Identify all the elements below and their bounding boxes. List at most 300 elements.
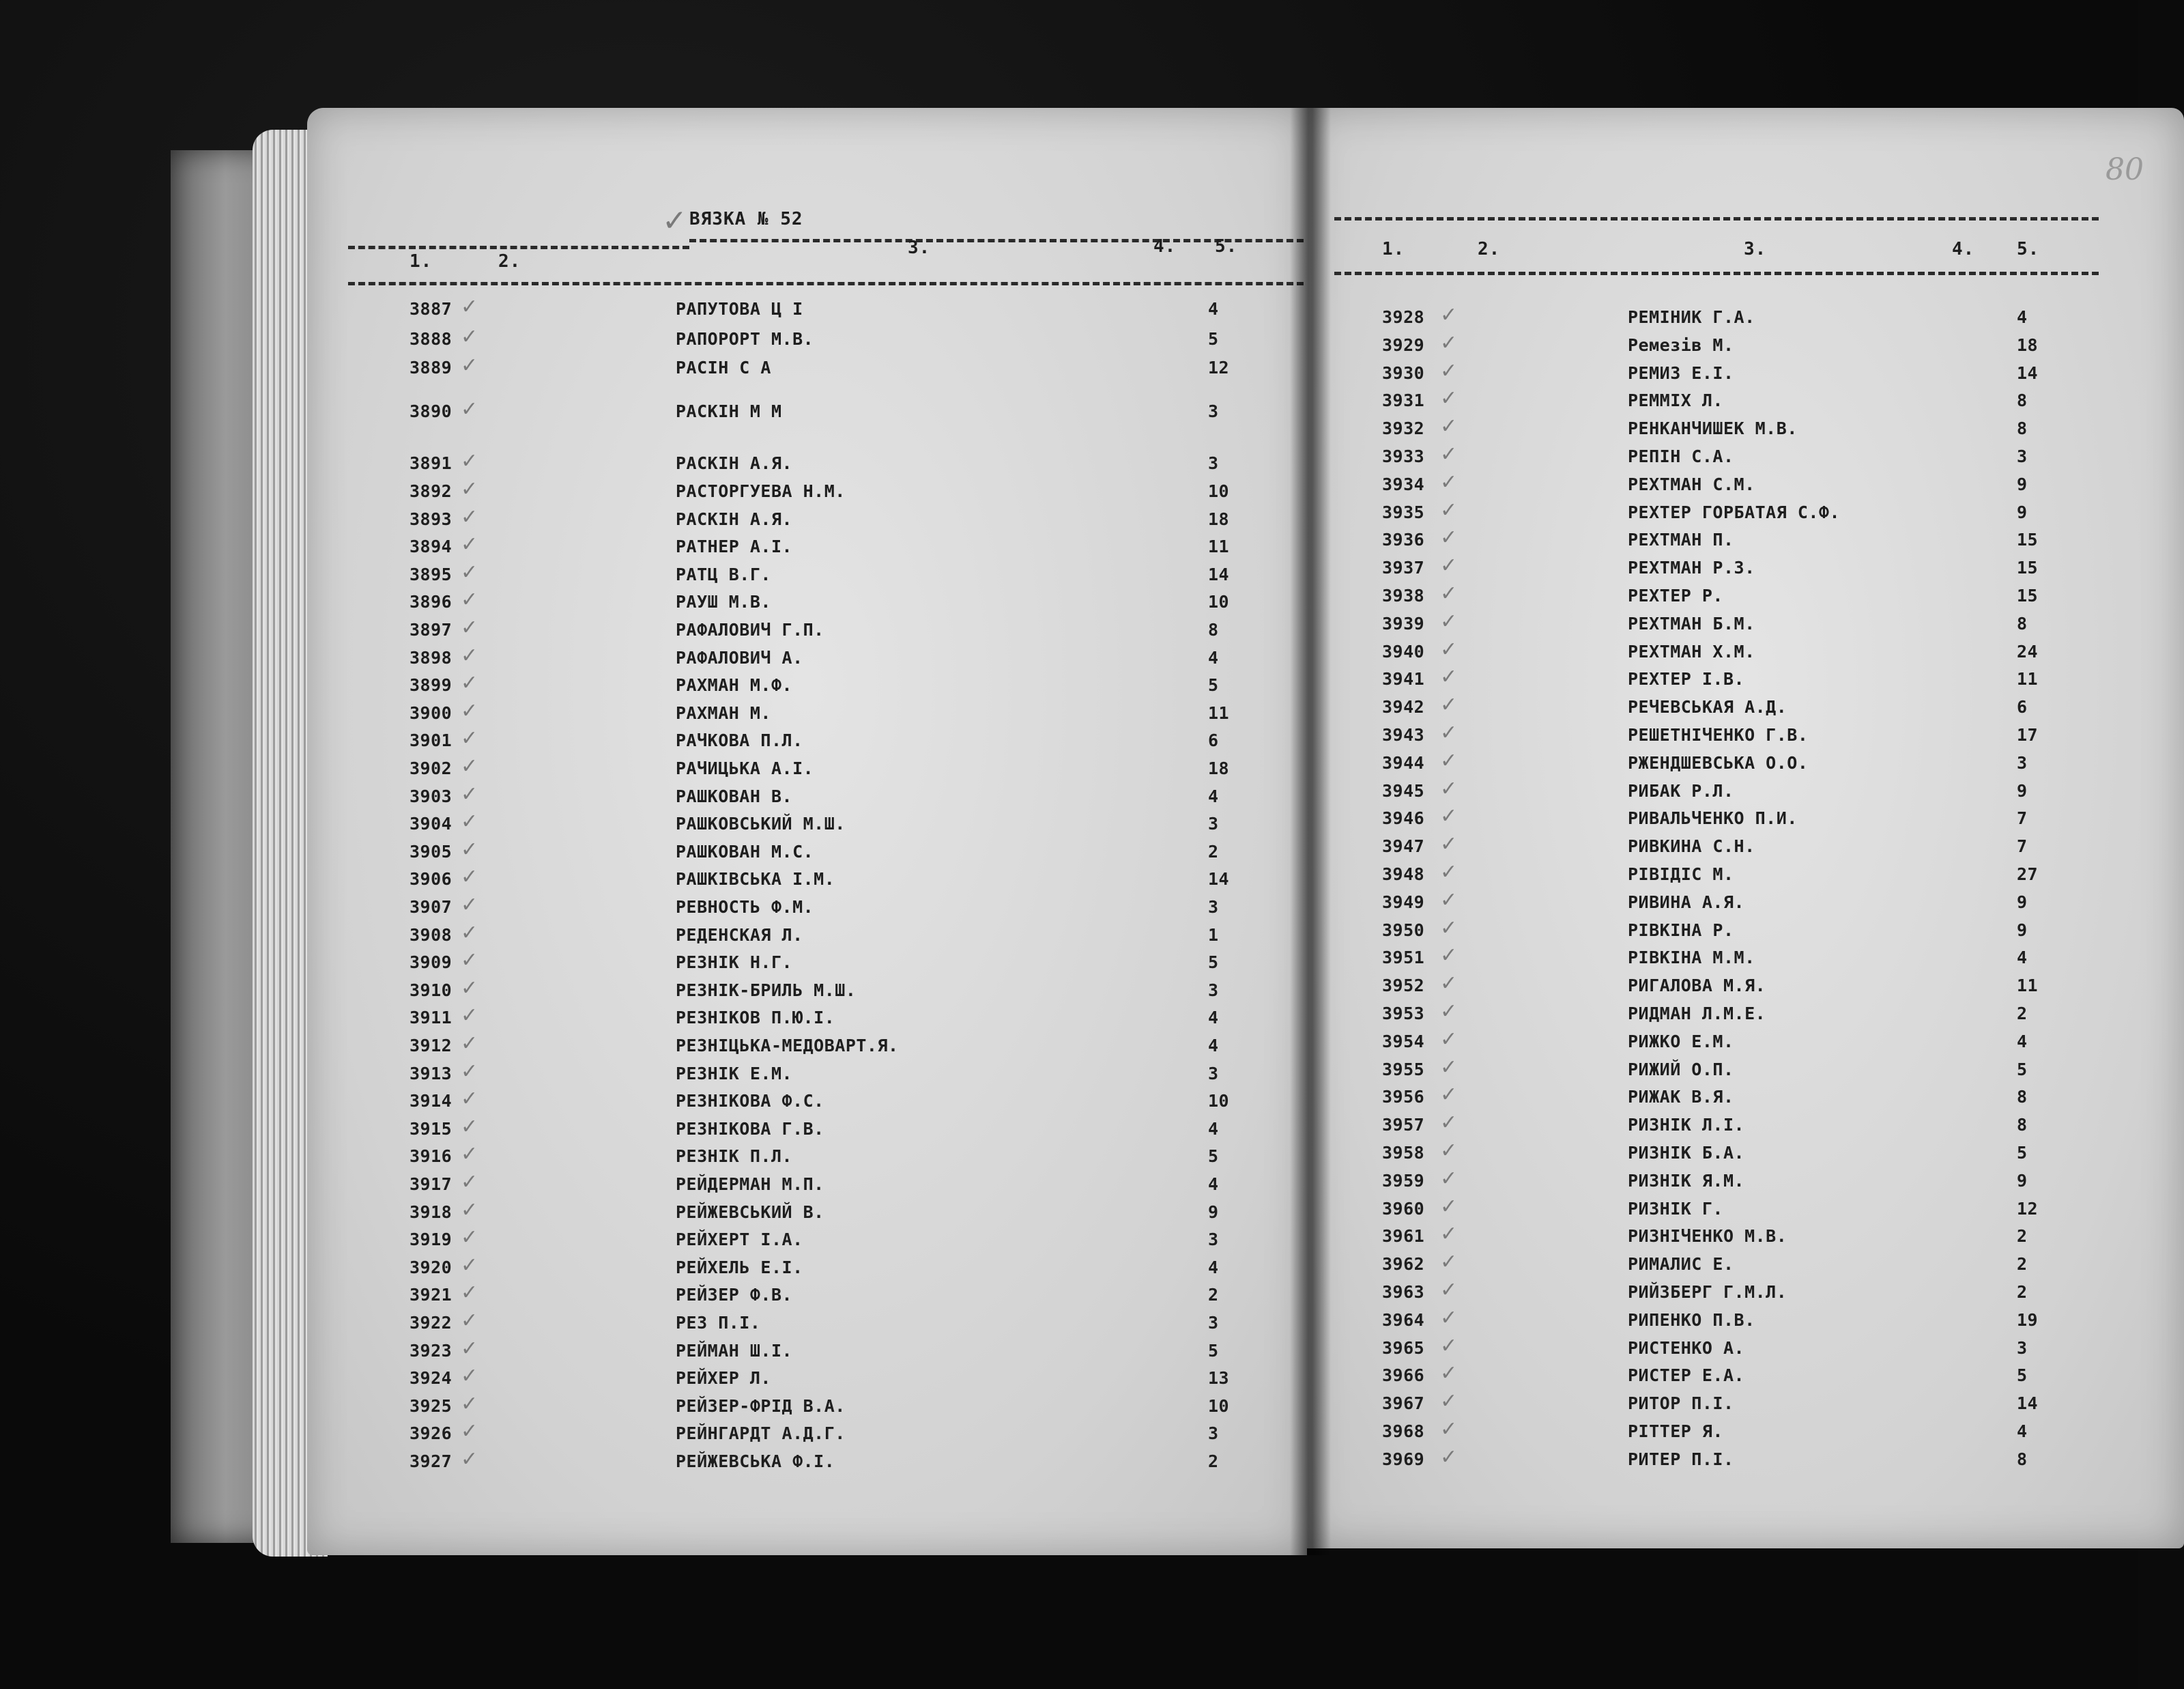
entry-number: 3944	[1382, 752, 1425, 773]
entry-name: РИЗНІЧЕНКО М.В.	[1628, 1226, 1787, 1247]
entry-name: РАСІН С А	[676, 358, 771, 378]
entry-count: 27	[2017, 864, 2039, 884]
entry-name: РЕХТМАН Б.М.	[1628, 613, 1755, 634]
check-mark-icon: ✓	[1440, 832, 1458, 857]
open-ledger-book	[171, 102, 2144, 1557]
entry-name: РАШКІВСЬКА І.М.	[676, 869, 835, 890]
entry-name: РИВАЛЬЧЕНКО П.И.	[1628, 808, 1798, 829]
entry-number: 3939	[1382, 613, 1425, 634]
entry-name: РИТОР П.І.	[1628, 1393, 1734, 1414]
entry-name: РЖЕНДШЕВСЬКА О.О.	[1628, 752, 1809, 773]
check-mark-icon: ✓	[461, 1364, 478, 1389]
entry-name: РАСКІН М М	[676, 401, 782, 421]
check-mark-icon: ✓	[461, 1391, 478, 1416]
entry-count: 14	[2017, 1393, 2039, 1414]
check-mark-icon: ✓	[461, 1309, 478, 1333]
check-mark-icon: ✓	[461, 643, 478, 668]
check-mark-icon: ✓	[1440, 693, 1458, 718]
entry-count: 3	[1208, 980, 1219, 1000]
check-mark-icon: ✓	[461, 920, 478, 945]
entry-name: РЕМІНИК Г.А.	[1628, 307, 1755, 327]
entry-count: 2	[2017, 1226, 2028, 1247]
entry-count: 4	[1208, 786, 1219, 806]
entry-count: 8	[2017, 418, 2028, 439]
entry-name: РЕЗНІКОВА Ф.С.	[676, 1091, 824, 1111]
entry-number: 3968	[1382, 1421, 1425, 1441]
entry-count: 6	[2017, 697, 2028, 718]
entry-name: РИЗНІК Я.М.	[1628, 1170, 1745, 1191]
entry-number: 3950	[1382, 920, 1425, 940]
entry-name: РАФАЛОВИЧ Г.П.	[676, 620, 824, 640]
check-mark-icon: ✓	[1440, 554, 1458, 578]
entry-name: РЕЗНІК П.Л.	[676, 1146, 793, 1167]
entry-name: РАШКОВАН В.	[676, 786, 793, 806]
check-mark-icon: ✓	[461, 477, 478, 501]
header-rule-top	[1334, 217, 2099, 221]
entry-number: 3955	[1382, 1059, 1425, 1079]
header-rule-bottom	[348, 282, 1304, 285]
entry-number: 3938	[1382, 586, 1425, 606]
entry-count: 3	[1208, 1230, 1219, 1250]
entry-count: 8	[2017, 391, 2028, 411]
check-mark-icon: ✓	[1440, 637, 1458, 662]
entry-number: 3896	[410, 592, 452, 612]
check-mark-icon: ✓	[461, 698, 478, 723]
check-mark-icon: ✓	[461, 810, 478, 834]
entry-count: 3	[2017, 752, 2028, 773]
entry-name: РИВКИНА С.Н.	[1628, 836, 1755, 857]
entry-count: 4	[1208, 1257, 1219, 1277]
entry-number: 3959	[1382, 1170, 1425, 1191]
entry-number: 3916	[410, 1146, 452, 1167]
check-mark-icon: ✓	[1440, 1055, 1458, 1079]
entry-number: 3935	[1382, 502, 1425, 522]
entry-number: 3962	[1382, 1254, 1425, 1275]
entry-number: 3909	[410, 952, 452, 973]
entry-count: 15	[2017, 558, 2039, 578]
entry-count: 14	[1208, 869, 1230, 890]
entry-count: 4	[2017, 1421, 2028, 1441]
entry-name: РІТТЕР Я.	[1628, 1421, 1723, 1441]
entry-number: 3929	[1382, 335, 1425, 355]
check-mark-icon: ✓	[1440, 442, 1458, 466]
entry-number: 3921	[410, 1285, 452, 1305]
entry-name: РИЙЗБЕРГ Г.М.Л.	[1628, 1282, 1787, 1302]
check-mark-icon: ✓	[461, 560, 478, 584]
entry-number: 3901	[410, 730, 452, 751]
entry-number: 3930	[1382, 363, 1425, 383]
check-mark-icon: ✓	[1440, 916, 1458, 940]
check-mark-icon: ✓	[461, 1225, 478, 1250]
entry-number: 3933	[1382, 446, 1425, 466]
entry-number: 3907	[410, 897, 452, 917]
check-mark-icon: ✓	[1440, 804, 1458, 829]
entry-count: 13	[1208, 1368, 1230, 1389]
check-mark-icon: ✓	[461, 588, 478, 612]
entry-count: 14	[2017, 363, 2039, 383]
check-mark-icon: ✓	[1440, 665, 1458, 690]
entry-number: 3893	[410, 509, 452, 529]
entry-name: РІВІДІС М.	[1628, 864, 1734, 884]
check-mark-icon: ✓	[461, 671, 478, 696]
check-mark-icon: ✓	[1440, 1139, 1458, 1163]
check-mark-icon: ✓	[461, 449, 478, 474]
entry-name: РЕЙХЕР Л.	[676, 1368, 771, 1389]
entry-count: 3	[1208, 1313, 1219, 1333]
entry-count: 14	[1208, 564, 1230, 584]
entry-number: 3960	[1382, 1198, 1425, 1219]
entry-count: 11	[2017, 669, 2039, 690]
entry-count: 10	[1208, 1395, 1230, 1416]
entry-count: 4	[2017, 1031, 2028, 1051]
check-mark-icon: ✓	[1440, 1222, 1458, 1247]
entry-number: 3957	[1382, 1115, 1425, 1135]
entry-count: 8	[2017, 613, 2028, 634]
entry-number: 3889	[410, 358, 452, 378]
entry-name: РЕМИЗ Е.І.	[1628, 363, 1734, 383]
check-mark-icon: ✓	[1440, 1111, 1458, 1135]
entry-count: 9	[2017, 920, 2028, 940]
entry-name: Ремезів М.	[1628, 335, 1734, 355]
entry-name: РЕЗНІК Н.Г.	[676, 952, 793, 973]
entry-count: 11	[1208, 702, 1230, 723]
entry-number: 3891	[410, 453, 452, 474]
check-mark-icon: ✓	[461, 324, 478, 349]
entry-count: 5	[1208, 1340, 1219, 1361]
entry-number: 3958	[1382, 1143, 1425, 1163]
check-mark-icon: ✓	[461, 837, 478, 862]
entry-name: РАЧКОВА П.Л.	[676, 730, 803, 751]
entry-count: 5	[1208, 328, 1219, 349]
column-header-3: 3.	[908, 238, 931, 258]
entry-name: РАТНЕР А.І.	[676, 537, 793, 557]
entry-count: 2	[2017, 1254, 2028, 1275]
entry-count: 9	[2017, 780, 2028, 801]
check-mark-icon: ✓	[1440, 414, 1458, 439]
entry-name: РЕПІН С.А.	[1628, 446, 1734, 466]
entry-number: 3925	[410, 1395, 452, 1416]
entry-name: РЕХТМАН Х.М.	[1628, 641, 1755, 662]
entry-count: 19	[2017, 1309, 2039, 1330]
check-mark-icon: ✓	[461, 1142, 478, 1167]
entry-number: 3890	[410, 401, 452, 421]
entry-number: 3963	[1382, 1282, 1425, 1302]
entry-number: 3902	[410, 758, 452, 778]
entry-name: РЕЙХЕРТ І.А.	[676, 1230, 803, 1250]
entry-number: 3904	[410, 814, 452, 834]
check-mark-icon: ✓	[461, 1281, 478, 1305]
entry-count: 3	[1208, 897, 1219, 917]
check-mark-icon: ✓	[1440, 1194, 1458, 1219]
entry-number: 3900	[410, 702, 452, 723]
check-mark-icon: ✓	[1440, 1278, 1458, 1302]
entry-number: 3887	[410, 299, 452, 319]
entry-name: РЕЙЗЕР Ф.В.	[676, 1285, 793, 1305]
entry-name: РАХМАН М.Ф.	[676, 675, 793, 696]
entry-name: РАФАЛОВИЧ А.	[676, 647, 803, 668]
entry-count: 4	[2017, 948, 2028, 968]
entry-name: РІВКІНА Р.	[1628, 920, 1734, 940]
entry-name: РЕХТМАН С.М.	[1628, 474, 1755, 494]
check-mark-icon: ✓	[461, 1197, 478, 1222]
entry-count: 7	[2017, 836, 2028, 857]
entry-count: 10	[1208, 592, 1230, 612]
check-mark-icon: ✓	[461, 354, 478, 378]
entry-count: 8	[2017, 1087, 2028, 1107]
check-mark-icon: ✓	[1440, 971, 1458, 996]
check-mark-icon: ✓	[1440, 526, 1458, 550]
entry-name: РЕЗНІК-БРИЛЬ М.Ш.	[676, 980, 857, 1000]
entry-name: РИЗНІК Г.	[1628, 1198, 1723, 1219]
check-mark-icon: ✓	[461, 1336, 478, 1361]
entry-count: 2	[1208, 841, 1219, 862]
entry-number: 3923	[410, 1340, 452, 1361]
check-mark-icon: ✓	[1440, 999, 1458, 1023]
check-mark-icon: ✓	[461, 1114, 478, 1139]
header-rule-bottom	[1334, 272, 2099, 275]
check-mark-icon: ✓	[1440, 721, 1458, 745]
entry-count: 5	[2017, 1059, 2028, 1079]
entry-name: РИЖАК В.Я.	[1628, 1087, 1734, 1107]
column-header-1: 1.	[1382, 239, 1405, 259]
entry-count: 7	[2017, 808, 2028, 829]
check-mark-icon: ✓	[461, 1170, 478, 1194]
entry-name: РИТЕР П.І.	[1628, 1449, 1734, 1469]
column-header-1: 1.	[410, 251, 433, 272]
entry-name: РИБАК Р.Л.	[1628, 780, 1734, 801]
check-mark-icon: ✓	[461, 948, 478, 973]
check-mark-icon: ✓	[1440, 1361, 1458, 1386]
entry-number: 3953	[1382, 1004, 1425, 1023]
entry-number: 3932	[1382, 418, 1425, 439]
entry-name: РЕЙЖЕВСЬКИЙ В.	[676, 1202, 824, 1222]
entry-count: 10	[1208, 1091, 1230, 1111]
column-header-4: 4.	[1153, 236, 1177, 257]
entry-name: РАПУТОВА Ц І	[676, 299, 803, 319]
entry-count: 1	[1208, 924, 1219, 945]
entry-number: 3905	[410, 841, 452, 862]
entry-name: РЕДЕНСКАЯ Л.	[676, 924, 803, 945]
entry-number: 3898	[410, 647, 452, 668]
entry-count: 3	[1208, 1423, 1219, 1444]
entry-name: РАСКІН А.Я.	[676, 453, 793, 474]
entry-name: РЕЗ П.І.	[676, 1313, 761, 1333]
entry-name: РИСТЕР Е.А.	[1628, 1365, 1745, 1386]
entry-count: 3	[2017, 1337, 2028, 1358]
check-mark-icon: ✓	[1440, 609, 1458, 634]
page-number: 80	[2106, 152, 2144, 187]
entry-number: 3943	[1382, 725, 1425, 745]
entry-count: 4	[1208, 1036, 1219, 1055]
entry-number: 3888	[410, 328, 452, 349]
entry-count: 24	[2017, 641, 2039, 662]
header-rule-top-2	[348, 246, 689, 249]
entry-name: РИДМАН Л.М.Е.	[1628, 1004, 1766, 1023]
entry-count: 4	[1208, 1008, 1219, 1028]
check-mark-icon: ✓	[461, 1087, 478, 1111]
entry-name: РИЗНІК Л.І.	[1628, 1115, 1745, 1135]
check-mark-icon: ✓	[461, 505, 478, 529]
entry-number: 3936	[1382, 530, 1425, 550]
entry-number: 3918	[410, 1202, 452, 1222]
entry-name: РАХМАН М.	[676, 702, 771, 723]
entry-count: 9	[2017, 474, 2028, 494]
entry-count: 8	[2017, 1449, 2028, 1469]
column-header-2: 2.	[1478, 239, 1501, 259]
entry-name: РИПЕНКО П.В.	[1628, 1309, 1755, 1330]
entry-name: РЕХТЕР ГОРБАТАЯ С.Ф.	[1628, 502, 1841, 522]
check-mark-icon: ✓	[461, 533, 478, 557]
entry-number: 3948	[1382, 864, 1425, 884]
entry-number: 3964	[1382, 1309, 1425, 1330]
entry-number: 3954	[1382, 1031, 1425, 1051]
check-mark-icon: ✓	[1440, 582, 1458, 606]
entry-number: 3947	[1382, 836, 1425, 857]
entry-number: 3897	[410, 620, 452, 640]
entry-number: 3906	[410, 869, 452, 890]
entry-name: РАСТОРГУЕВА Н.М.	[676, 481, 846, 501]
entry-number: 3912	[410, 1036, 452, 1055]
entry-name: РАУШ М.В.	[676, 592, 771, 612]
entry-count: 5	[1208, 952, 1219, 973]
entry-name: РІВКІНА М.М.	[1628, 948, 1755, 968]
check-mark-icon: ✓	[1440, 470, 1458, 494]
check-mark-icon: ✓	[662, 203, 687, 238]
check-mark-icon: ✓	[461, 397, 478, 421]
check-mark-icon: ✓	[461, 782, 478, 806]
entry-name: РЕХТМАН Р.З.	[1628, 558, 1755, 578]
check-mark-icon: ✓	[1440, 386, 1458, 411]
entry-number: 3917	[410, 1174, 452, 1194]
entry-count: 2	[2017, 1282, 2028, 1302]
entry-number: 3895	[410, 564, 452, 584]
entry-count: 3	[1208, 1063, 1219, 1083]
entry-count: 9	[2017, 892, 2028, 912]
check-mark-icon: ✓	[1440, 1083, 1458, 1107]
entry-number: 3931	[1382, 391, 1425, 411]
entry-number: 3926	[410, 1423, 452, 1444]
check-mark-icon: ✓	[1440, 1417, 1458, 1441]
entry-name: РЕММІХ Л.	[1628, 391, 1723, 411]
column-header-5: 5.	[2017, 239, 2040, 259]
entry-number: 3934	[1382, 474, 1425, 494]
check-mark-icon: ✓	[1440, 303, 1458, 327]
entry-count: 8	[2017, 1115, 2028, 1135]
entry-number: 3922	[410, 1313, 452, 1333]
check-mark-icon: ✓	[461, 1253, 478, 1277]
entry-count: 9	[1208, 1202, 1219, 1222]
check-mark-icon: ✓	[461, 893, 478, 917]
entry-number: 3961	[1382, 1226, 1425, 1247]
check-mark-icon: ✓	[461, 726, 478, 751]
check-mark-icon: ✓	[461, 1447, 478, 1471]
column-header-5: 5.	[1215, 236, 1238, 257]
bundle-label: ВЯЗКА № 52	[689, 209, 803, 229]
entry-count: 10	[1208, 481, 1230, 501]
entry-count: 11	[1208, 537, 1230, 557]
entry-number: 3920	[410, 1257, 452, 1277]
entry-number: 3949	[1382, 892, 1425, 912]
entry-count: 4	[1208, 299, 1219, 319]
check-mark-icon: ✓	[461, 865, 478, 890]
entry-number: 3952	[1382, 976, 1425, 996]
check-mark-icon: ✓	[1440, 1027, 1458, 1051]
entry-count: 15	[2017, 586, 2039, 606]
entry-count: 8	[1208, 620, 1219, 640]
left-page	[307, 108, 1307, 1555]
book-gutter	[1290, 108, 1331, 1555]
entry-name: РЕШЕТНІЧЕНКО Г.В.	[1628, 725, 1809, 745]
entry-count: 9	[2017, 502, 2028, 522]
check-mark-icon: ✓	[1440, 1166, 1458, 1191]
entry-number: 3927	[410, 1451, 452, 1471]
entry-name: РИЗНІК Б.А.	[1628, 1143, 1745, 1163]
entry-name: РИГАЛОВА М.Я.	[1628, 976, 1766, 996]
check-mark-icon: ✓	[1440, 776, 1458, 801]
entry-name: РЕНКАНЧИШЕК М.В.	[1628, 418, 1798, 439]
entry-count: 4	[2017, 307, 2028, 327]
entry-count: 3	[2017, 446, 2028, 466]
check-mark-icon: ✓	[461, 1059, 478, 1083]
entry-number: 3915	[410, 1118, 452, 1139]
entry-name: РЕЙЖЕВСЬКА Ф.І.	[676, 1451, 835, 1471]
entry-name: РАПОРОРТ М.В.	[676, 328, 814, 349]
entry-name: РАЧИЦЬКА А.І.	[676, 758, 814, 778]
entry-count: 4	[1208, 1174, 1219, 1194]
entry-count: 5	[2017, 1143, 2028, 1163]
entry-number: 3908	[410, 924, 452, 945]
entry-count: 18	[2017, 335, 2039, 355]
entry-name: РАШКОВАН М.С.	[676, 841, 814, 862]
check-mark-icon: ✓	[1440, 860, 1458, 884]
entry-number: 3942	[1382, 697, 1425, 718]
check-mark-icon: ✓	[461, 1032, 478, 1055]
check-mark-icon: ✓	[1440, 1445, 1458, 1469]
entry-name: РИСТЕНКО А.	[1628, 1337, 1745, 1358]
entry-name: РЕЗНІЦЬКА-МЕДОВАРТ.Я.	[676, 1036, 899, 1055]
entry-number: 3913	[410, 1063, 452, 1083]
check-mark-icon: ✓	[1440, 1250, 1458, 1275]
entry-count: 5	[1208, 1146, 1219, 1167]
entry-number: 3940	[1382, 641, 1425, 662]
entry-name: РИМАЛИС Е.	[1628, 1254, 1734, 1275]
entry-count: 3	[1208, 401, 1219, 421]
entry-count: 11	[2017, 976, 2039, 996]
entry-name: РИЖКО Е.М.	[1628, 1031, 1734, 1051]
entry-number: 3956	[1382, 1087, 1425, 1107]
entry-name: РЕЙНГАРДТ А.Д.Г.	[676, 1423, 846, 1444]
entry-name: РЕЙМАН Ш.І.	[676, 1340, 793, 1361]
entry-number: 3910	[410, 980, 452, 1000]
entry-name: РАШКОВСЬКИЙ М.Ш.	[676, 814, 846, 834]
entry-name: РЕЙХЕЛЬ Е.І.	[676, 1257, 803, 1277]
entry-count: 5	[2017, 1365, 2028, 1386]
check-mark-icon: ✓	[1440, 1305, 1458, 1330]
entry-name: РАСКІН А.Я.	[676, 509, 793, 529]
right-page	[1307, 108, 2184, 1548]
check-mark-icon: ✓	[461, 976, 478, 1000]
check-mark-icon: ✓	[1440, 330, 1458, 355]
column-header-2: 2.	[498, 251, 521, 272]
entry-number: 3966	[1382, 1365, 1425, 1386]
check-mark-icon: ✓	[1440, 1389, 1458, 1414]
column-header-3: 3.	[1744, 239, 1767, 259]
entry-count: 4	[1208, 647, 1219, 668]
entry-number: 3919	[410, 1230, 452, 1250]
entry-name: РЕХТМАН П.	[1628, 530, 1734, 550]
entry-name: РЕЧЕВСЬКАЯ А.Д.	[1628, 697, 1787, 718]
check-mark-icon: ✓	[1440, 888, 1458, 912]
